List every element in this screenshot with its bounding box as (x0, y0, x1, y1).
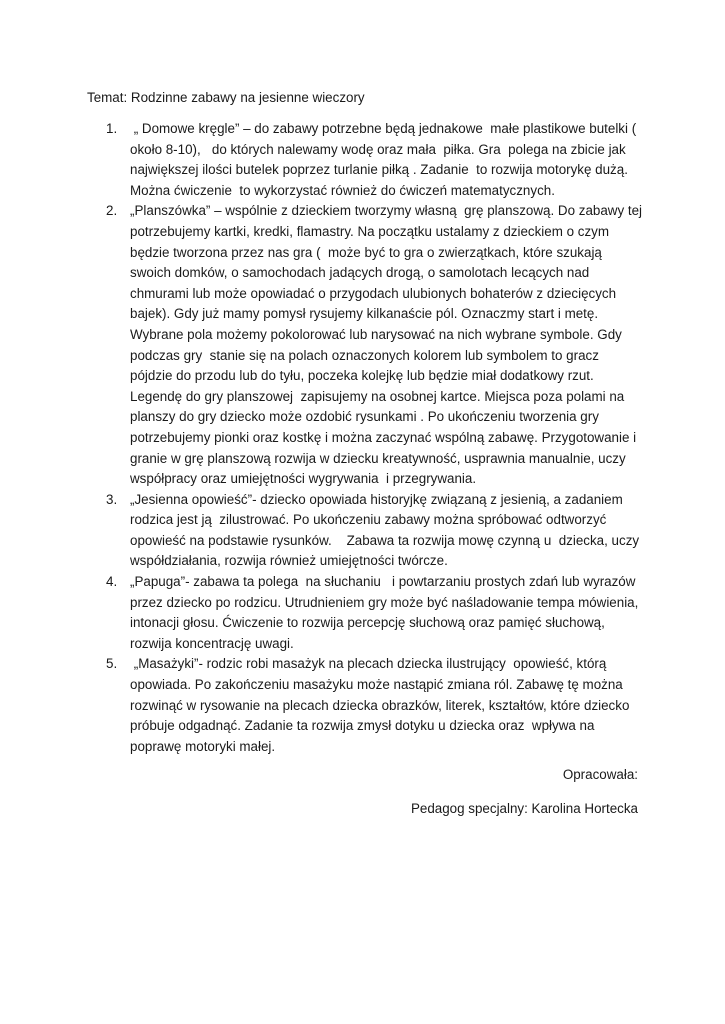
list-item (87, 119, 643, 201)
item-text: „Masażyki”- rodzic robi masażyk na plecach dziecka ilustrujący opowieść, którą opowiada. Po zakończeniu masażyku może nastąpić zmiana ról. Zabawę tę można rozwinąć w rysowanie na plecach dziecka obrazków, literek, kształtów, które dziecko próbuje odgadnąć. Zadanie ta rozwija zmysł dotyku u dziecka oraz wpływa na poprawę motoryki małej. (130, 656, 634, 754)
list-item (87, 201, 646, 489)
item-text: „ Domowe kręgle” – do zabawy potrzebne będą jednakowe małe plastikowe butelki ( około 8-10), do których nalewamy wodę oraz mała piłka. Gra polega na zbicie jak największej ilości butelek poprzez turlanie piłką . Zadanie to rozwija motorykę dużą. Można ćwiczenie to wykorzystać również do ćwiczeń matematycznych. (130, 121, 640, 198)
document-title: Temat: Rodzinne zabawy na jesienne wieczory (87, 90, 365, 105)
item-text: „Jesienna opowieść”- dziecko opowiada historyjkę związaną z jesienią, a zadaniem rodzica jest ją zilustrować. Po ukończeniu zabawy można spróbować odtworzyć opowieść na podstawie rysunków. Zabawa ta rozwija mowę czynną u dziecka, uczy współdziałania, rozwija również umiejętności twórcze. (130, 491, 643, 569)
item-number: 5. (106, 656, 118, 672)
activity-list (87, 119, 646, 757)
item-number: 3. (106, 491, 118, 507)
item-number: 1. (106, 121, 118, 136)
signature-label: Opracowała: (562, 767, 638, 782)
item-text: „Planszówka” – wspólnie z dzieckiem tworzymy własną grę planszową. Do zabawy tej potrzebujemy kartki, kredki, flamastry. Na początku ustalamy z dzieckiem o czym będzie tworzona przez nas gra ( może być to gra o zwierzątkach, które szukają swoich domków, o samochodach jadących drogą, o samolotach lecących nad chmurami lub może opowiadać o przygodach ulubionych bohaterów z dziecięcych bajek). Gdy już mamy pomysł rysujemy kilkanaście pól. Oznaczmy start i metę. Wybrane pola możemy pokolorować lub narysować na nich wybrane symbole. Gdy podczas gry stanie się na polach oznaczonych kolorem lub symbolem to gracz pójdzie do przodu lub do tyłu, poczeka kolejkę lub będzie miał dodatkowy rzut. Legendę do gry planszowej zapisujemy na osobnej kartce. Miejsca poza polami na planszy do gry dziecko może ozdobić rysunkami . Po ukończeniu tworzenia gry potrzebujemy pionki oraz kostkę i można zaczynać wspólną zabawę. Przygotowanie i granie w grę planszową rozwija w dziecku kreatywność, usprawnia manualnie, uczy współpracy oraz umiejętności wygrywania i przegrywania. (130, 203, 646, 487)
item-number: 2. (106, 203, 118, 219)
item-text: „Papuga”- zabawa ta polega na słuchaniu i powtarzaniu prostych zdań lub wyrazów przez dziecko po rodzicu. Utrudnieniem gry może być naśladowanie tempa mówienia, intonacji głosu. Ćwiczenie to rozwija percepcję słuchową oraz pamięć słuchową, rozwija koncentrację uwagi. (130, 574, 643, 651)
list-item (87, 490, 643, 572)
item-number: 4. (106, 574, 118, 590)
list-item (87, 654, 643, 757)
signature-author: Pedagog specjalny: Karolina Hortecka (410, 801, 638, 816)
list-item (87, 572, 643, 654)
